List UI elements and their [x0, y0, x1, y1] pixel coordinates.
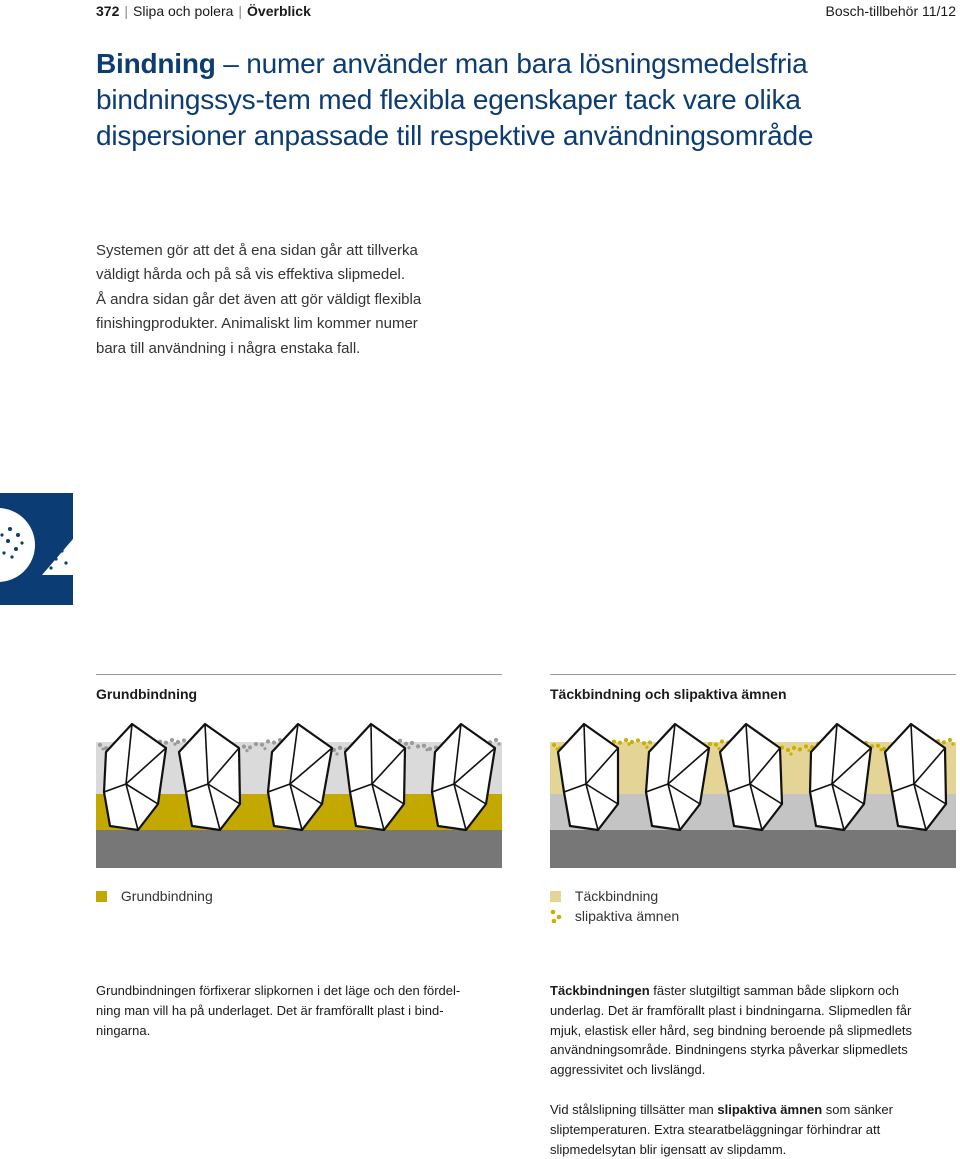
- active-substance-dots-icon: [550, 909, 562, 923]
- intro-paragraph: Systemen gör att det å ena sidan går att tillverka väldigt hårda och på så vis effektiva slipmedel. Å andra sidan går det även att gör väldigt flexibla finishingprodukter. Animaliskt lim kommer numer bara till användning i några enstaka fall.: [96, 242, 422, 357]
- right-description-1: Täckbindningen fäster slutgiltigt samman både slipkorn och underlag. Det är framförallt plast i bindningarna. Slipmedlen får mjuk, elastisk eller hård, seg bindning beroende på slipmedlets användningsområde. Bindningens styrka påverkar slipmedlets aggressivitet och livslängd.: [550, 983, 913, 1078]
- surface-dot: [173, 743, 176, 746]
- surface-dot: [786, 748, 790, 752]
- abrasive-grain: [345, 724, 405, 830]
- right-legend: [550, 888, 679, 924]
- surface-dot: [335, 752, 338, 755]
- surface-dot: [497, 742, 500, 745]
- surface-dot: [266, 739, 270, 743]
- surface-dot: [338, 746, 342, 750]
- section-name: Slipa och polera: [133, 3, 234, 19]
- surface-dot: [618, 741, 622, 745]
- surface-dot: [648, 740, 652, 744]
- surface-dot: [170, 738, 174, 742]
- surface-dot: [422, 744, 426, 748]
- surface-dot: [720, 739, 724, 743]
- right-description-2: Vid stålslipning tillsätter man slipaktiva ämnen som sänker sliptemperaturen. Extra stearatbeläggningar förhindrar att slipmedelsytan blir igensatt av slipdamm.: [550, 1102, 893, 1157]
- surface-dot: [714, 743, 718, 747]
- surface-dot: [428, 747, 432, 751]
- surface-dot: [410, 741, 414, 745]
- base-binding-swatch: [96, 891, 107, 902]
- left-section-title: Grundbindning: [96, 686, 198, 702]
- surface-dot: [876, 744, 880, 748]
- surface-dot: [407, 746, 410, 749]
- left-description: Grundbindningen förfixerar slipkornen i det läge och den fördel- ning man vill ha på underlaget. Det är framförallt plast i bind- ningarna.: [96, 983, 461, 1038]
- surface-dot: [624, 738, 628, 742]
- abrasive-grain: [558, 724, 618, 830]
- surface-dot: [708, 742, 712, 746]
- surface-dot: [789, 752, 792, 755]
- right-legend-label-1: Täckbindning: [574, 888, 659, 904]
- right-section-title: Täckbindning och slipaktiva ämnen: [550, 686, 787, 702]
- surface-dot: [182, 738, 186, 742]
- surface-dot: [948, 738, 952, 742]
- surface-dot: [416, 744, 420, 748]
- surface-dot: [254, 742, 258, 746]
- page-header: 372 | Slipa och polera | Överblick: [96, 3, 311, 19]
- surface-dot: [272, 740, 276, 744]
- surface-dot: [164, 741, 168, 745]
- base-binding-diagram: [96, 722, 502, 868]
- sanding-disc-tab-icon: [0, 493, 73, 605]
- backing-layer: [550, 830, 956, 868]
- surface-dot: [792, 746, 796, 750]
- surface-dot: [942, 740, 946, 744]
- cover-binding-diagram: [550, 722, 956, 868]
- surface-dot: [804, 744, 808, 748]
- left-section-rule: [96, 674, 502, 675]
- surface-dot: [98, 743, 102, 747]
- right-section-rule: [550, 674, 956, 675]
- surface-dot: [260, 743, 264, 747]
- page-title: Bindning – numer använder man bara lösningsmedelsfria bindningssys-tem med flexibla egenskaper tack vare olika dispersioner anpassade till respektive användningsområde: [96, 48, 814, 151]
- surface-dot: [176, 740, 180, 744]
- surface-dot: [951, 742, 954, 745]
- page-number: 372: [96, 3, 120, 19]
- surface-dot: [645, 746, 648, 749]
- surface-dot: [552, 743, 556, 747]
- surface-dot: [245, 749, 248, 752]
- surface-dot: [242, 745, 246, 749]
- catalog-label: Bosch-tillbehör 11/12: [825, 3, 956, 19]
- surface-dot: [717, 747, 720, 750]
- left-legend-label: Grundbindning: [120, 888, 213, 904]
- surface-dot: [494, 738, 498, 742]
- surface-dot: [636, 738, 640, 742]
- surface-dot: [798, 747, 802, 751]
- surface-dot: [642, 741, 646, 745]
- surface-dot: [263, 747, 266, 750]
- surface-dot: [248, 745, 252, 749]
- subsection-name: Överblick: [247, 3, 311, 19]
- surface-dot: [404, 742, 408, 746]
- left-legend: [96, 888, 213, 904]
- surface-dot: [627, 743, 630, 746]
- surface-dot: [630, 740, 634, 744]
- right-legend-label-2: slipaktiva ämnen: [574, 908, 680, 924]
- cover-binding-swatch: [550, 891, 561, 902]
- backing-layer: [96, 830, 502, 868]
